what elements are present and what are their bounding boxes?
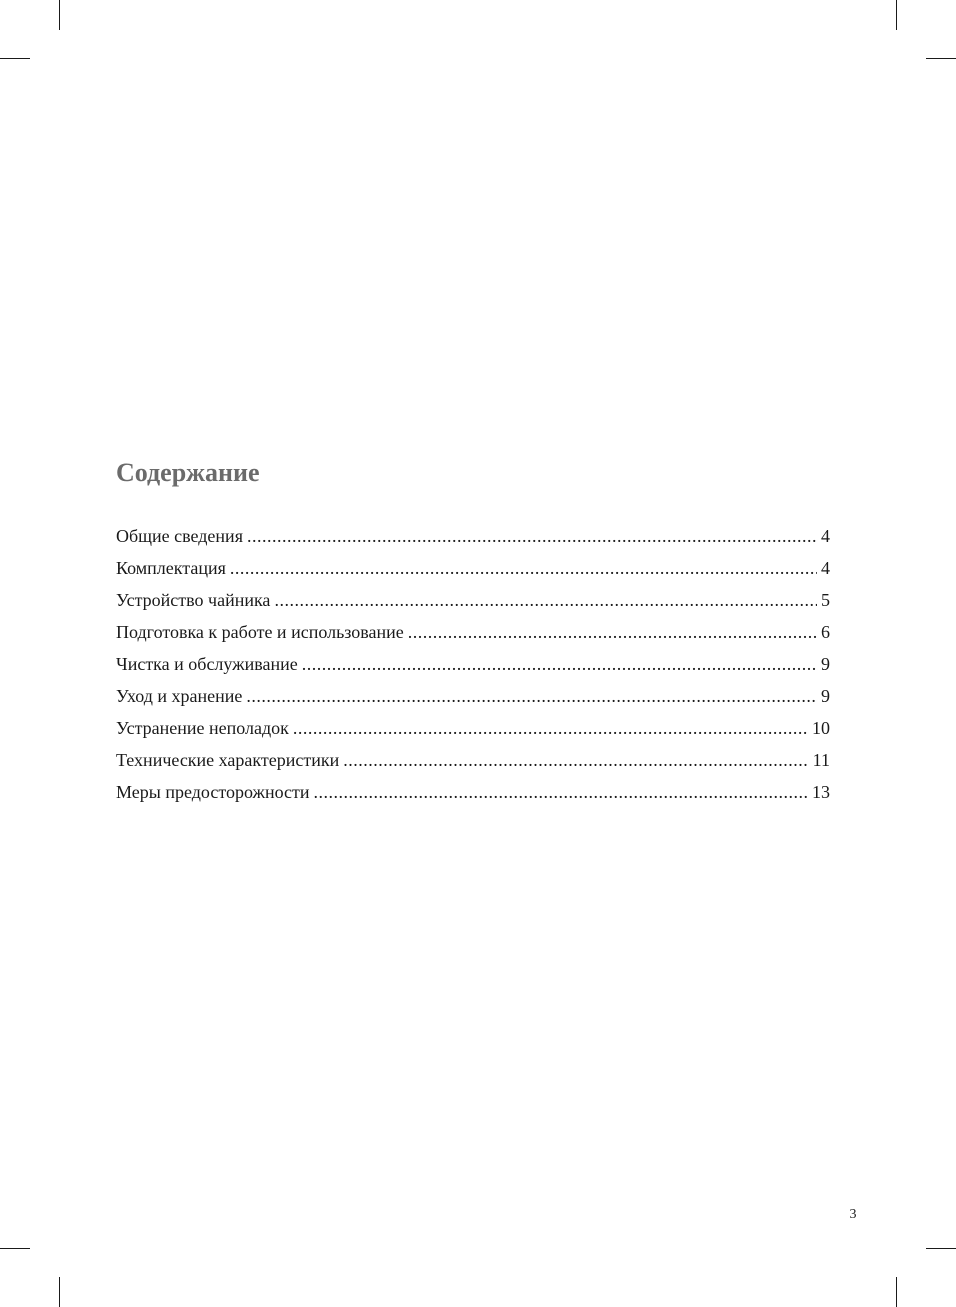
toc-entry[interactable] xyxy=(116,680,830,712)
toc-leader-dots xyxy=(274,584,817,616)
toc-list xyxy=(116,520,830,808)
toc-leader-dots xyxy=(343,744,808,776)
toc-entry[interactable] xyxy=(116,584,830,616)
toc-leader-dots xyxy=(314,776,808,808)
toc-leader-dots xyxy=(246,680,817,712)
toc-leader-dots xyxy=(408,616,817,648)
toc-entry-page: 5 xyxy=(821,590,830,610)
toc-entry-label: Общие сведения xyxy=(116,526,243,546)
crop-mark xyxy=(926,1248,956,1249)
toc-entry[interactable] xyxy=(116,648,830,680)
toc-leader-dots xyxy=(247,520,817,552)
toc-entry-page: 10 xyxy=(812,718,830,738)
crop-mark xyxy=(896,1277,897,1307)
toc-entry[interactable] xyxy=(116,520,830,552)
crop-mark xyxy=(896,0,897,30)
toc-entry-label: Меры предосторожности xyxy=(116,782,310,802)
toc-entry[interactable] xyxy=(116,776,830,808)
toc-entry-page: 4 xyxy=(821,526,830,546)
table-of-contents xyxy=(116,455,830,808)
toc-leader-dots xyxy=(302,648,817,680)
toc-entry[interactable] xyxy=(116,712,830,744)
toc-entry-label: Устранение неполадок xyxy=(116,718,289,738)
toc-entry-label: Чистка и обслуживание xyxy=(116,654,298,674)
crop-mark xyxy=(59,1277,60,1307)
page-number: 3 xyxy=(849,1207,857,1222)
toc-entry-page: 9 xyxy=(821,654,830,674)
crop-mark xyxy=(59,0,60,30)
toc-entry-page: 4 xyxy=(821,558,830,578)
crop-mark xyxy=(0,1248,30,1249)
toc-leader-dots xyxy=(230,552,817,584)
toc-entry[interactable] xyxy=(116,616,830,648)
toc-entry-label: Подготовка к работе и использование xyxy=(116,622,404,642)
toc-leader-dots xyxy=(293,712,808,744)
toc-entry[interactable] xyxy=(116,744,830,776)
toc-entry-page: 11 xyxy=(812,750,830,770)
toc-entry[interactable] xyxy=(116,552,830,584)
crop-mark xyxy=(926,58,956,59)
toc-entry-label: Устройство чайника xyxy=(116,590,271,610)
toc-entry-label: Технические характеристики xyxy=(116,750,340,770)
toc-entry-page: 6 xyxy=(821,622,830,642)
toc-entry-page: 9 xyxy=(821,686,830,706)
toc-entry-label: Уход и хранение xyxy=(116,686,243,706)
toc-title: Содержание xyxy=(116,458,260,487)
toc-entry-page: 13 xyxy=(812,782,830,802)
toc-entry-label: Комплектация xyxy=(116,558,226,578)
crop-mark xyxy=(0,58,30,59)
